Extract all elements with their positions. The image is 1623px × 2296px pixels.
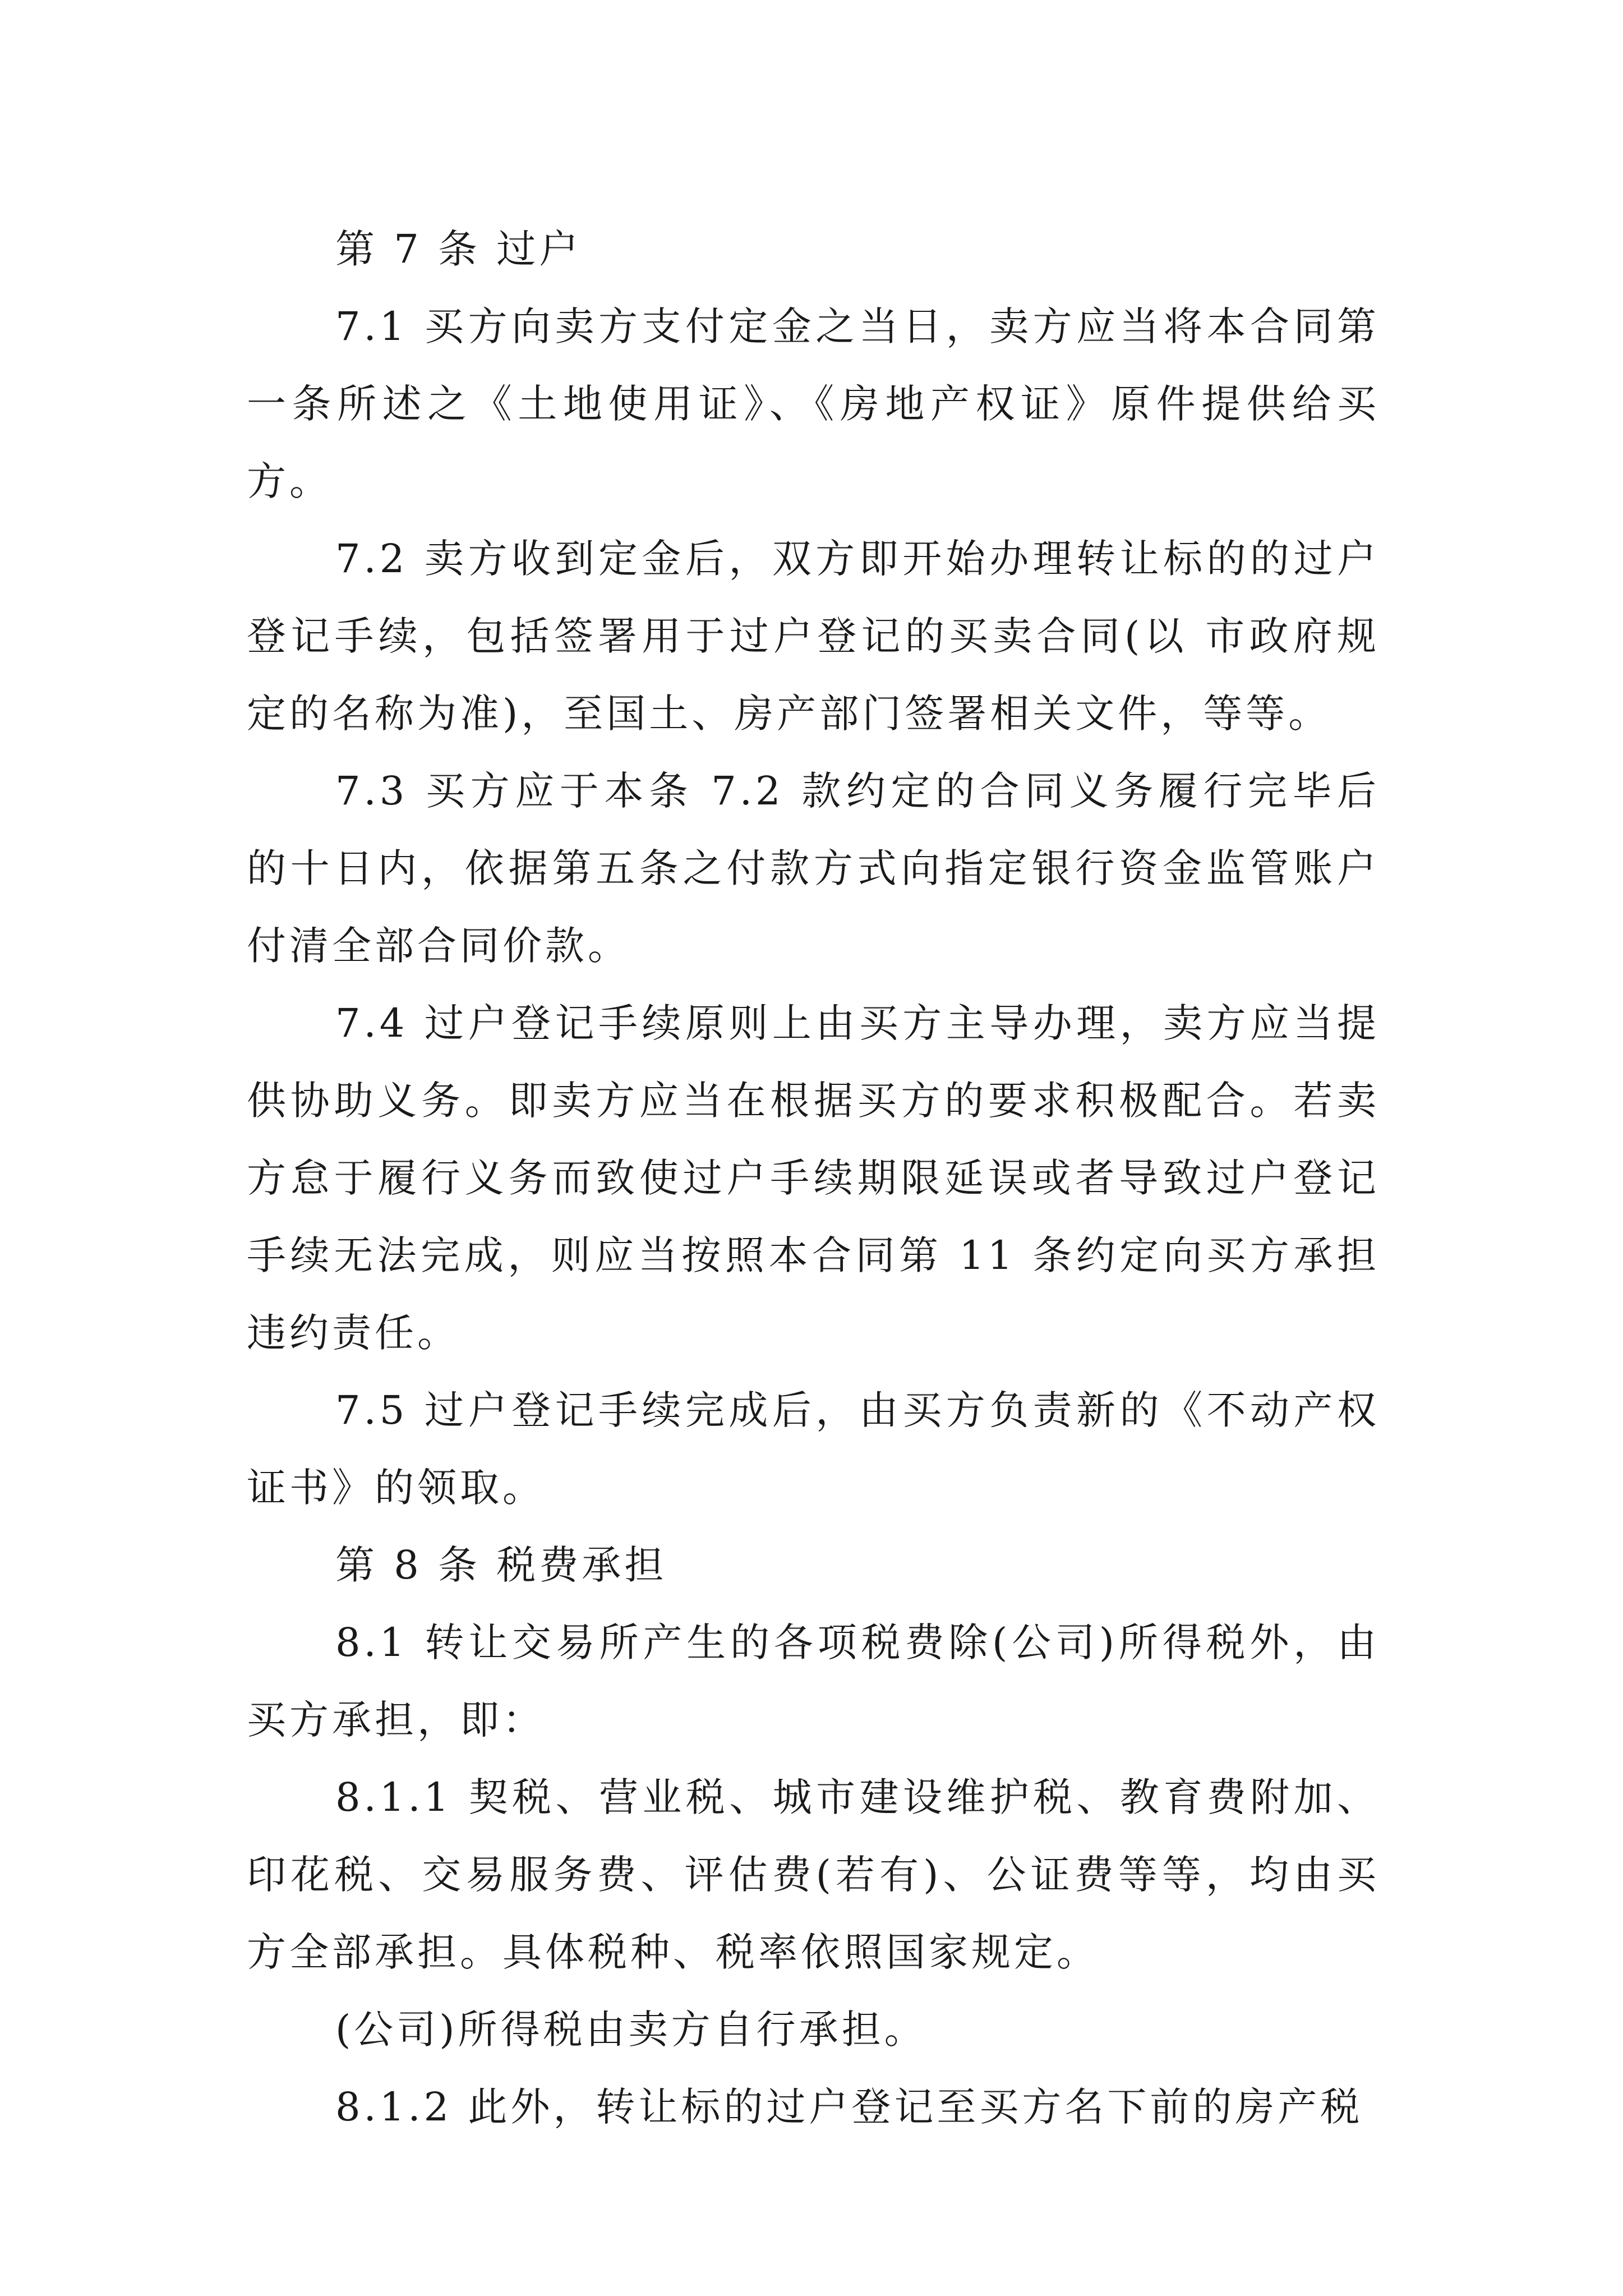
document-body — [247, 210, 1380, 2146]
clause-7-3: 7.3 买方应于本条 7.2 款约定的合同义务履行完毕后的十日内，依据第五条之付款方式向指定银行资金监管账户付清全部合同价款。 — [247, 768, 1380, 969]
clause-7-2: 7.2 卖方收到定金后，双方即开始办理转让标的的过户登记手续，包括签署用于过户登记的买卖合同(以 市政府规定的名称为准)，至国土、房产部门签署相关文件，等等。 — [247, 536, 1380, 737]
clause-7-5: 7.5 过户登记手续完成后，由买方负责新的《不动产权证书》的领取。 — [247, 1387, 1380, 1511]
article-7-heading: 第 7 条 过户 — [335, 226, 582, 272]
income-tax-note: (公司)所得税由卖方自行承担。 — [335, 2007, 927, 2053]
article-8-heading: 第 8 条 税费承担 — [335, 1542, 667, 1588]
clause-7-1: 7.1 买方向卖方支付定金之当日，卖方应当将本合同第一条所述之《土地使用证》、《房地产权证》原件提供给买方。 — [247, 303, 1380, 504]
clause-7-4: 7.4 过户登记手续原则上由买方主导办理，卖方应当提供协助义务。即卖方应当在根据买方的要求积极配合。若卖方怠于履行义务而致使过户手续期限延误或者导致过户登记手续无法完成，则应当按照本合同第 11 条约定向买方承担违约责任。 — [247, 1000, 1380, 1356]
clause-8-1: 8.1 转让交易所产生的各项税费除(公司)所得税外，由买方承担，即： — [247, 1619, 1380, 1743]
clause-8-1-1: 8.1.1 契税、营业税、城市建设维护税、教育费附加、印花税、交易服务费、评估费(若有)、公证费等等，均由买方全部承担。具体税种、税率依照国家规定。 — [247, 1774, 1380, 1975]
clause-8-1-2: 8.1.2 此外，转让标的过户登记至买方名下前的房产税 — [335, 2084, 1363, 2130]
